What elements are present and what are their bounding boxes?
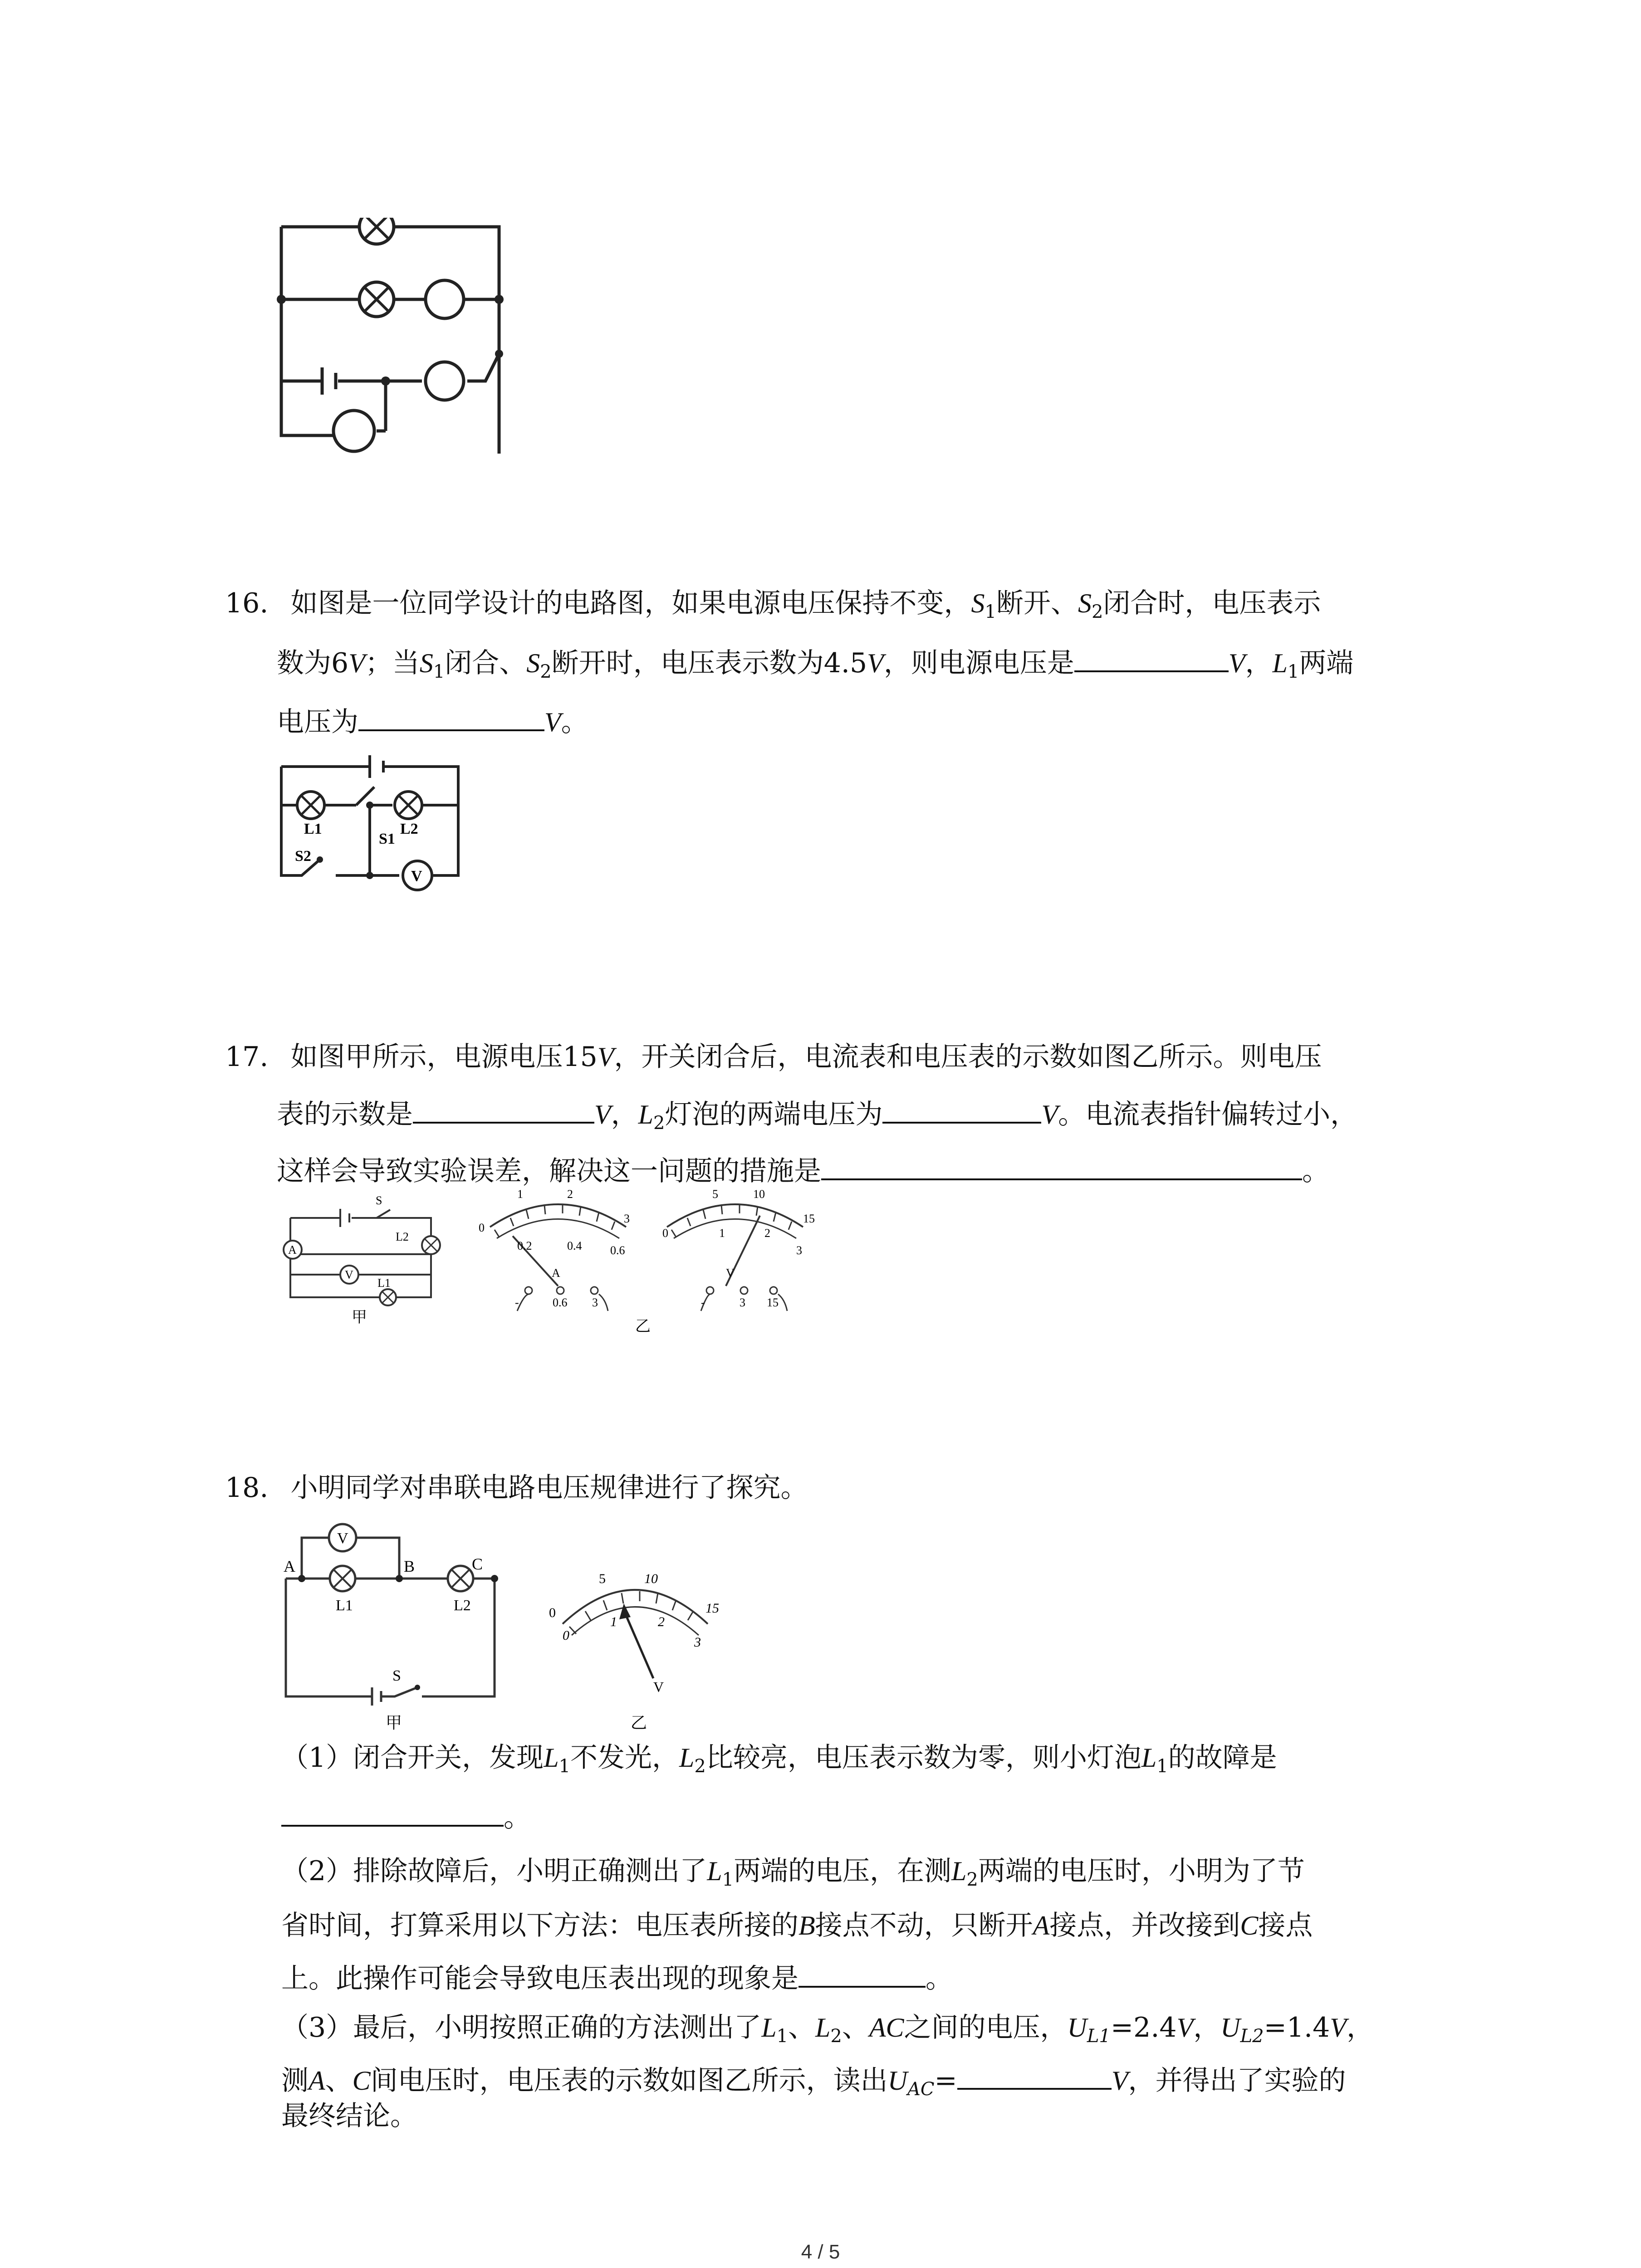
svg-text:0: 0 — [662, 1227, 668, 1240]
svg-text:V: V — [726, 1266, 735, 1280]
svg-text:-: - — [701, 1296, 705, 1309]
svg-text:C: C — [472, 1555, 483, 1573]
svg-text:0: 0 — [479, 1221, 485, 1234]
q17-answer-blank-3[interactable] — [821, 1152, 1302, 1180]
svg-text:2: 2 — [658, 1614, 665, 1629]
q16-label-L2: L2 — [400, 821, 418, 837]
q18-answer-blank-3[interactable] — [957, 2062, 1112, 2090]
q17-answer-blank-2[interactable] — [882, 1095, 1041, 1124]
q16-circuit-figure — [277, 753, 467, 898]
svg-text:V: V — [345, 1268, 353, 1281]
q18-part-2-line-1: （2）排除故障后，小明正确测出了$L_1$两端的电压，在测$L_2$两端的电压时，小明为了节 — [281, 1855, 1305, 1890]
svg-text:1: 1 — [719, 1227, 725, 1240]
q17-line-2: 表的示数是 V，$L_2$灯泡的两端电压为 V。电流表指针偏转过小， — [277, 1095, 1357, 1141]
svg-text:B: B — [404, 1557, 415, 1575]
svg-text:15: 15 — [803, 1212, 815, 1225]
q18-answer-blank-2[interactable] — [798, 1960, 926, 1988]
q18-part-3-line-1: （3）最后，小明按照正确的方法测出了$L_1$、$L_2$、AC之间的电压，$U_{L1}=2.4V$，$U_{L2}=1.4V$， — [281, 2012, 1374, 2047]
svg-text:3: 3 — [796, 1244, 802, 1257]
svg-text:-: - — [515, 1296, 519, 1309]
q18-voltmeter — [549, 1571, 719, 1695]
q16-line-2: 数为6V；当$S_1$闭合、$S_2$断开时，电压表示数为4.5V，则电源电压是 V，$L_1$两端 — [277, 644, 1353, 690]
q18-part-1-answer: 。 — [281, 1799, 531, 1836]
svg-text:A: A — [552, 1266, 560, 1280]
svg-text:15: 15 — [705, 1601, 719, 1616]
q16-label-V: V — [411, 868, 422, 885]
svg-text:S: S — [392, 1667, 401, 1684]
svg-text:15: 15 — [767, 1296, 779, 1309]
svg-text:5: 5 — [712, 1188, 718, 1201]
svg-text:3: 3 — [694, 1635, 701, 1650]
svg-text:0.6: 0.6 — [610, 1244, 625, 1257]
q16-line-3: 电压为 V。 — [277, 703, 588, 740]
q18-part-2-line-2: 省时间，打算采用以下方法：电压表所接的B接点不动，只断开A接点，并改接到C接点 — [281, 1910, 1313, 1941]
q18-answer-blank-1[interactable] — [281, 1799, 504, 1827]
svg-text:A: A — [288, 1243, 297, 1256]
svg-text:3: 3 — [740, 1296, 745, 1309]
q18-line-1 — [225, 1470, 808, 1506]
q18-fig-yi: 乙 — [631, 1714, 647, 1732]
svg-text:V: V — [653, 1679, 664, 1695]
q17-ammeter — [479, 1188, 630, 1311]
top-circuit-figure — [272, 218, 508, 454]
q16-number: 16. — [225, 587, 269, 619]
q18-figure — [272, 1515, 794, 1742]
q18-part-2-line-3: 上。此操作可能会导致电压表出现的现象是 。 — [281, 1960, 953, 1997]
q16-label-L1: L1 — [304, 821, 322, 837]
svg-text:1: 1 — [517, 1188, 523, 1201]
svg-text:0: 0 — [563, 1628, 569, 1643]
q17-line-1: 17. 如图甲所示，电源电压15V，开关闭合后，电流表和电压表的示数如图乙所示。则电压 — [225, 1041, 1322, 1073]
q16-label-S2: S2 — [295, 848, 311, 865]
svg-text:L1: L1 — [377, 1276, 391, 1290]
svg-text:2: 2 — [567, 1188, 573, 1201]
svg-text:3: 3 — [592, 1296, 598, 1309]
svg-text:L2: L2 — [454, 1597, 471, 1614]
svg-text:S: S — [376, 1194, 382, 1207]
svg-text:0.6: 0.6 — [553, 1296, 568, 1309]
q17-fig-yi: 乙 — [635, 1318, 651, 1335]
q17-fig-jia: 甲 — [352, 1309, 367, 1326]
q17-number: 17. — [225, 1041, 269, 1073]
q17-answer-blank-1[interactable] — [413, 1095, 594, 1124]
q18-fig-jia: 甲 — [386, 1714, 402, 1732]
svg-text:10: 10 — [753, 1188, 765, 1201]
page-number: 4 / 5 — [801, 2241, 840, 2263]
q16-label-S1: S1 — [379, 831, 395, 847]
q16-answer-blank-2[interactable] — [358, 703, 544, 731]
q18-number: 18. — [225, 1472, 269, 1504]
svg-text:A: A — [284, 1557, 295, 1575]
svg-text:0.4: 0.4 — [567, 1239, 582, 1252]
q17-voltmeter — [662, 1188, 815, 1311]
svg-text:5: 5 — [599, 1571, 606, 1586]
svg-text:0: 0 — [549, 1605, 556, 1620]
q17-figure — [272, 1186, 857, 1340]
svg-text:3: 3 — [624, 1212, 630, 1225]
q16-answer-blank-1[interactable] — [1074, 644, 1229, 672]
q16-line-1: 16. 如图是一位同学设计的电路图，如果电源电压保持不变，$S_1$断开、$S_2$闭合时，电压表示 — [225, 587, 1321, 622]
q18-part-3-line-2: 测A、C间电压时，电压表的示数如图乙所示，读出$U_{AC}= V$，并得出了实验的 — [281, 2062, 1346, 2107]
svg-text:L1: L1 — [336, 1597, 353, 1614]
svg-text:2: 2 — [764, 1227, 770, 1240]
q17-line-3: 这样会导致实验误差，解决这一问题的措施是 。 — [277, 1152, 1329, 1189]
q18-part-3-line-3: 最终结论。 — [281, 2100, 417, 2132]
svg-text:V: V — [337, 1530, 348, 1547]
svg-text:L2: L2 — [396, 1230, 409, 1243]
q18-part-1: （1）闭合开关，发现$L_1$不发光，$L_2$比较亮，电压表示数为零，则小灯泡$L_1$的故障是 — [281, 1742, 1277, 1777]
svg-text:10: 10 — [644, 1571, 658, 1586]
svg-text:0.2: 0.2 — [517, 1239, 532, 1252]
svg-text:1: 1 — [610, 1614, 617, 1629]
q18-title: 小明同学对串联电路电压规律进行了探究。 — [290, 1472, 808, 1504]
